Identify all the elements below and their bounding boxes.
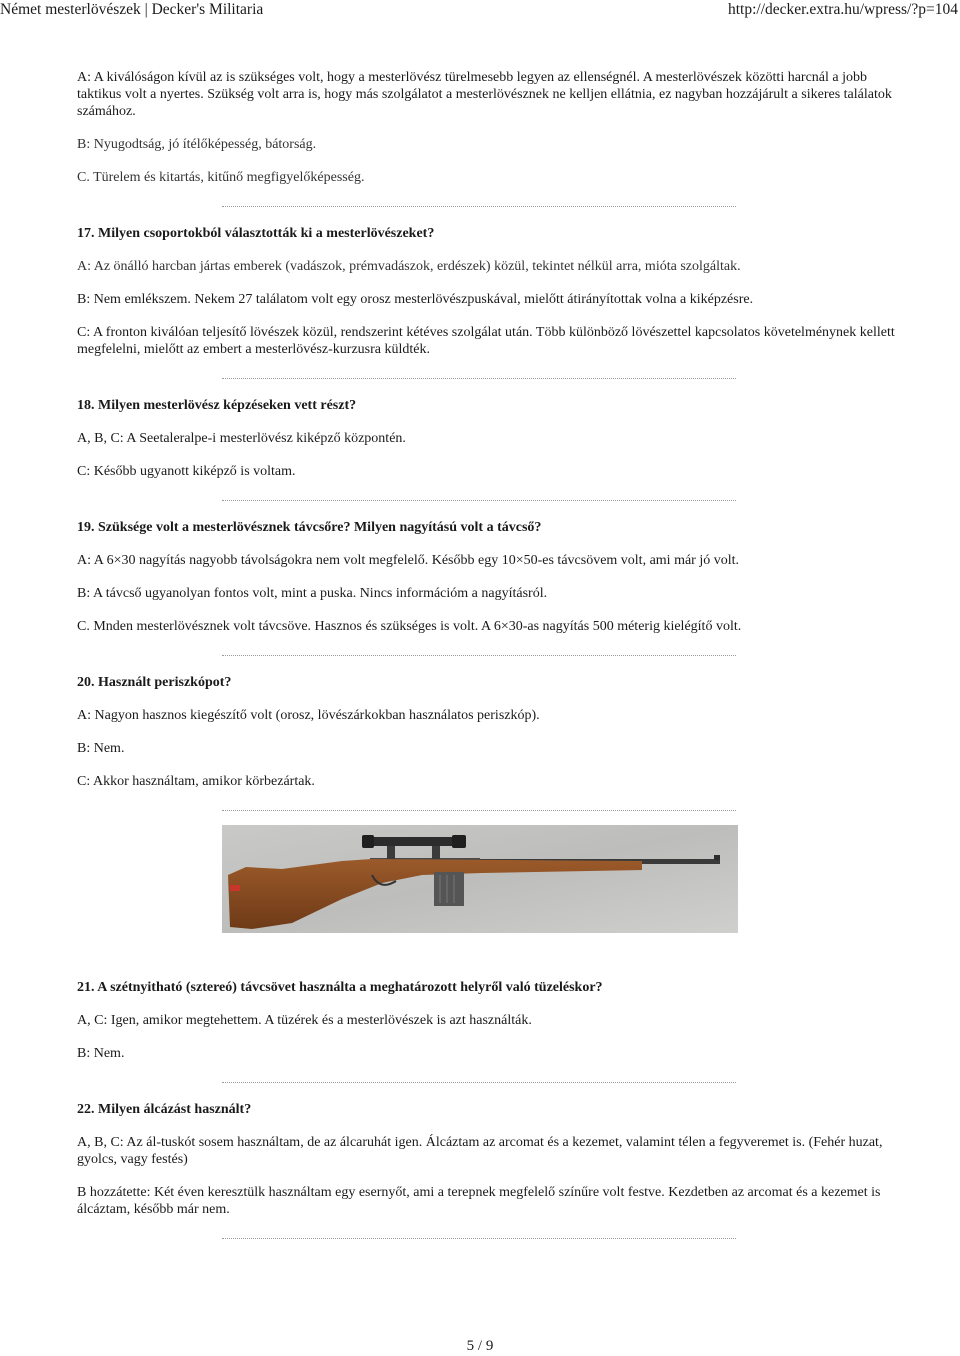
- answer-c-18: C: Később ugyanott kiképző is voltam.: [77, 464, 296, 479]
- header-url: http://decker.extra.hu/wpress/?p=104: [728, 1, 958, 18]
- page-header: [0, 0, 960, 22]
- answer-b-21: B: Nem.: [77, 1046, 125, 1061]
- question-20: 20. Használt periszkópot?: [77, 675, 232, 690]
- answer-a-17: A: Az önálló harcban jártas emberek (vadászok, prémvadászok, erdészek) közül, tekintet nélkül arra, mióta szolgáltak.: [77, 259, 741, 274]
- answer-b-17: B: Nem emlékszem. Nekem 27 találatom volt egy orosz mesterlövészpuskával, mielőtt átirányítottak volna a kiképzésre.: [77, 292, 754, 307]
- answer-ac-21: A, C: Igen, amikor megtehettem. A tüzérek és a mesterlövészek is azt használták.: [77, 1013, 532, 1028]
- answer-a-16: A: A kiválóságon kívül az is szükséges volt, hogy a mesterlövész türelmesebb legyen az ellenségnél. A mesterlövészek közötti harcnál a jobb taktikus volt a nyertes. Szükség volt arra is, hogy más szolgálatot a mesterlövésznek ne kelljen ellátnia, ez nagyban hozzájárult a sikeres találatok számához.: [77, 70, 892, 119]
- rifle-photo: [222, 825, 738, 933]
- page-number: 5 / 9: [466, 1338, 494, 1354]
- separator: [222, 1234, 736, 1239]
- separator: [222, 202, 736, 207]
- answer-b-22: B hozzátette: Két éven keresztülk használtam egy esernyőt, ami a terepnek megfelelő színűre volt festve. Kezdetben az arcomat és a kezemet is álcáztam, később már nem.: [77, 1185, 881, 1217]
- header-title: Német mesterlövészek | Decker's Militaria: [0, 1, 264, 18]
- answer-a-19: A: A 6×30 nagyítás nagyobb távolságokra nem volt megfelelő. Később egy 10×50-es távcsövem volt, ami már jó volt.: [77, 553, 739, 568]
- separator: [222, 374, 736, 379]
- separator: [222, 496, 736, 501]
- separator: [222, 806, 736, 811]
- answer-abc-22: A, B, C: Az ál-tuskót sosem használtam, de az álcaruhát igen. Álcáztam az arcomat és a kezemet, valamint télen a fegyveremet is. (Fehér huzat, gyolcs, vagy festés): [77, 1135, 883, 1167]
- answer-b-16: B: Nyugodtság, jó ítélőképesség, bátorság.: [77, 137, 317, 152]
- answer-b-19: B: A távcső ugyanolyan fontos volt, mint a puska. Nincs információm a nagyításról.: [77, 586, 548, 601]
- answer-c-20: C: Akkor használtam, amikor körbezártak.: [77, 774, 315, 789]
- answer-a-20: A: Nagyon hasznos kiegészítő volt (orosz, lövészárkokban használatos periszkóp).: [77, 708, 540, 723]
- rifle-illustration: [222, 825, 738, 933]
- answer-c-17: C: A fronton kiválóan teljesítő lövészek közül, rendszerint kétéves szolgálat után. Több különböző lövészettel kapcsolatos követelménynek kellett megfelelni, mielőtt az embert a mesterlövész-kurzusra küldték.: [77, 325, 895, 357]
- answer-b-20: B: Nem.: [77, 741, 125, 756]
- answer-c-16: C. Türelem és kitartás, kitűnő megfigyelőképesség.: [77, 170, 365, 185]
- question-19: 19. Szüksége volt a mesterlövésznek távcsőre? Milyen nagyítású volt a távcső?: [77, 520, 542, 535]
- question-17: 17. Milyen csoportokból választották ki a mesterlövészeket?: [77, 226, 435, 241]
- answer-abc-18: A, B, C: A Seetaleralpe-i mesterlövész kiképző központén.: [77, 431, 406, 446]
- separator: [222, 651, 736, 656]
- question-18: 18. Milyen mesterlövész képzéseken vett részt?: [77, 398, 357, 413]
- separator: [222, 1078, 736, 1083]
- answer-c-19: C. Mnden mesterlövésznek volt távcsöve. Hasznos és szükséges is volt. A 6×30-as nagyítás 500 méterig kielégítő volt.: [77, 619, 742, 634]
- question-21: 21. A szétnyitható (sztereó) távcsövet használta a meghatározott helyről való tüzeléskor?: [77, 980, 603, 995]
- question-22: 22. Milyen álcázást használt?: [77, 1102, 252, 1117]
- article-content: [77, 69, 897, 1257]
